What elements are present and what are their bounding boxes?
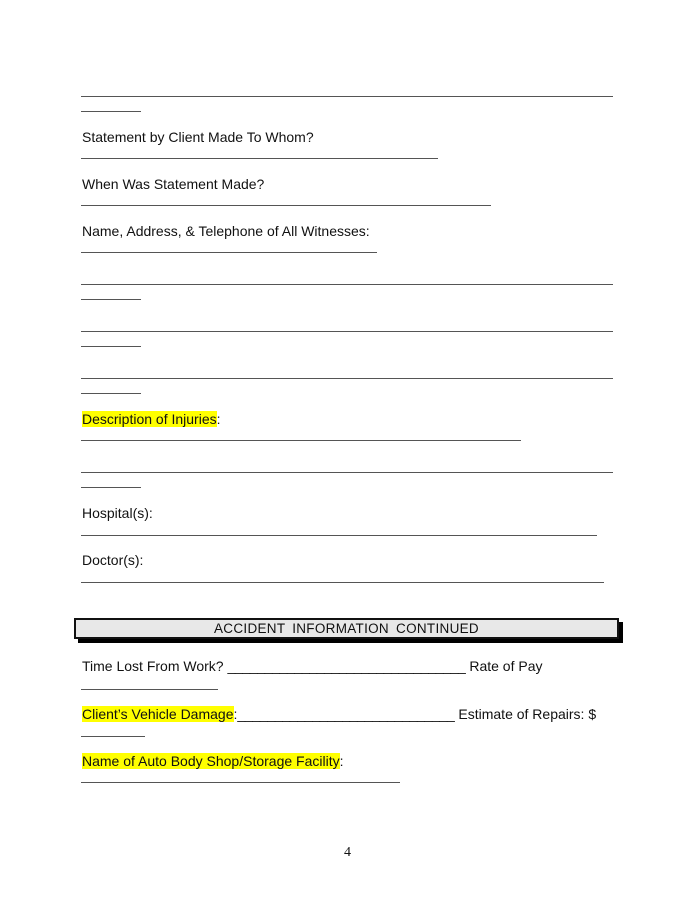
injuries-label: Description of Injuries xyxy=(82,411,217,427)
blank-line-top-continuation-wrap[interactable] xyxy=(81,111,141,112)
vehicle-damage-label: Client’s Vehicle Damage xyxy=(82,706,234,722)
witnesses-label: Name, Address, & Telephone of All Witnesses: xyxy=(82,223,370,239)
injuries-field-2[interactable] xyxy=(81,472,613,473)
injuries-field-2-wrap[interactable] xyxy=(81,487,141,488)
hospitals-field[interactable] xyxy=(81,535,597,536)
witnesses-field-4[interactable] xyxy=(81,378,613,379)
time-lost-row xyxy=(82,658,543,674)
time-lost-label: Time Lost From Work? xyxy=(82,658,224,674)
vehicle-damage-field[interactable]: _____________________________ xyxy=(237,706,455,722)
witnesses-field-2[interactable] xyxy=(81,284,613,285)
injuries-label-row xyxy=(82,411,221,427)
statement-when-label: When Was Statement Made? xyxy=(82,176,265,192)
witnesses-field-4-wrap[interactable] xyxy=(81,393,141,394)
witnesses-field-1[interactable] xyxy=(81,252,377,253)
body-shop-colon: : xyxy=(339,753,344,769)
doctors-field[interactable] xyxy=(81,582,604,583)
rate-of-pay-label: Rate of Pay xyxy=(469,658,543,674)
body-shop-row xyxy=(82,753,343,769)
blank-line-top-continuation[interactable] xyxy=(81,96,613,97)
vehicle-damage-colon: : xyxy=(233,706,238,722)
witnesses-field-2-wrap[interactable] xyxy=(81,299,141,300)
time-lost-field[interactable]: ________________________________ xyxy=(227,658,466,674)
estimate-of-repairs-field[interactable] xyxy=(81,736,145,737)
hospitals-label: Hospital(s): xyxy=(82,505,153,521)
statement-to-whom-field[interactable] xyxy=(81,158,438,159)
injuries-field-1[interactable] xyxy=(81,440,521,441)
witnesses-field-3-wrap[interactable] xyxy=(81,346,141,347)
witnesses-field-3[interactable] xyxy=(81,331,613,332)
body-shop-label: Name of Auto Body Shop/Storage Facility xyxy=(82,753,340,769)
injuries-label-colon: : xyxy=(216,411,221,427)
statement-to-whom-label: Statement by Client Made To Whom? xyxy=(82,129,314,145)
page-number: 4 xyxy=(344,845,351,860)
rate-of-pay-field[interactable] xyxy=(81,689,218,690)
statement-when-field[interactable] xyxy=(81,205,491,206)
vehicle-damage-row xyxy=(82,706,596,722)
body-shop-field[interactable] xyxy=(81,782,400,783)
doctors-label: Doctor(s): xyxy=(82,552,144,568)
section-banner-accident-information-continued: ACCIDENT INFORMATION CONTINUED xyxy=(74,618,619,639)
estimate-of-repairs-label: Estimate of Repairs: $ xyxy=(458,706,597,722)
